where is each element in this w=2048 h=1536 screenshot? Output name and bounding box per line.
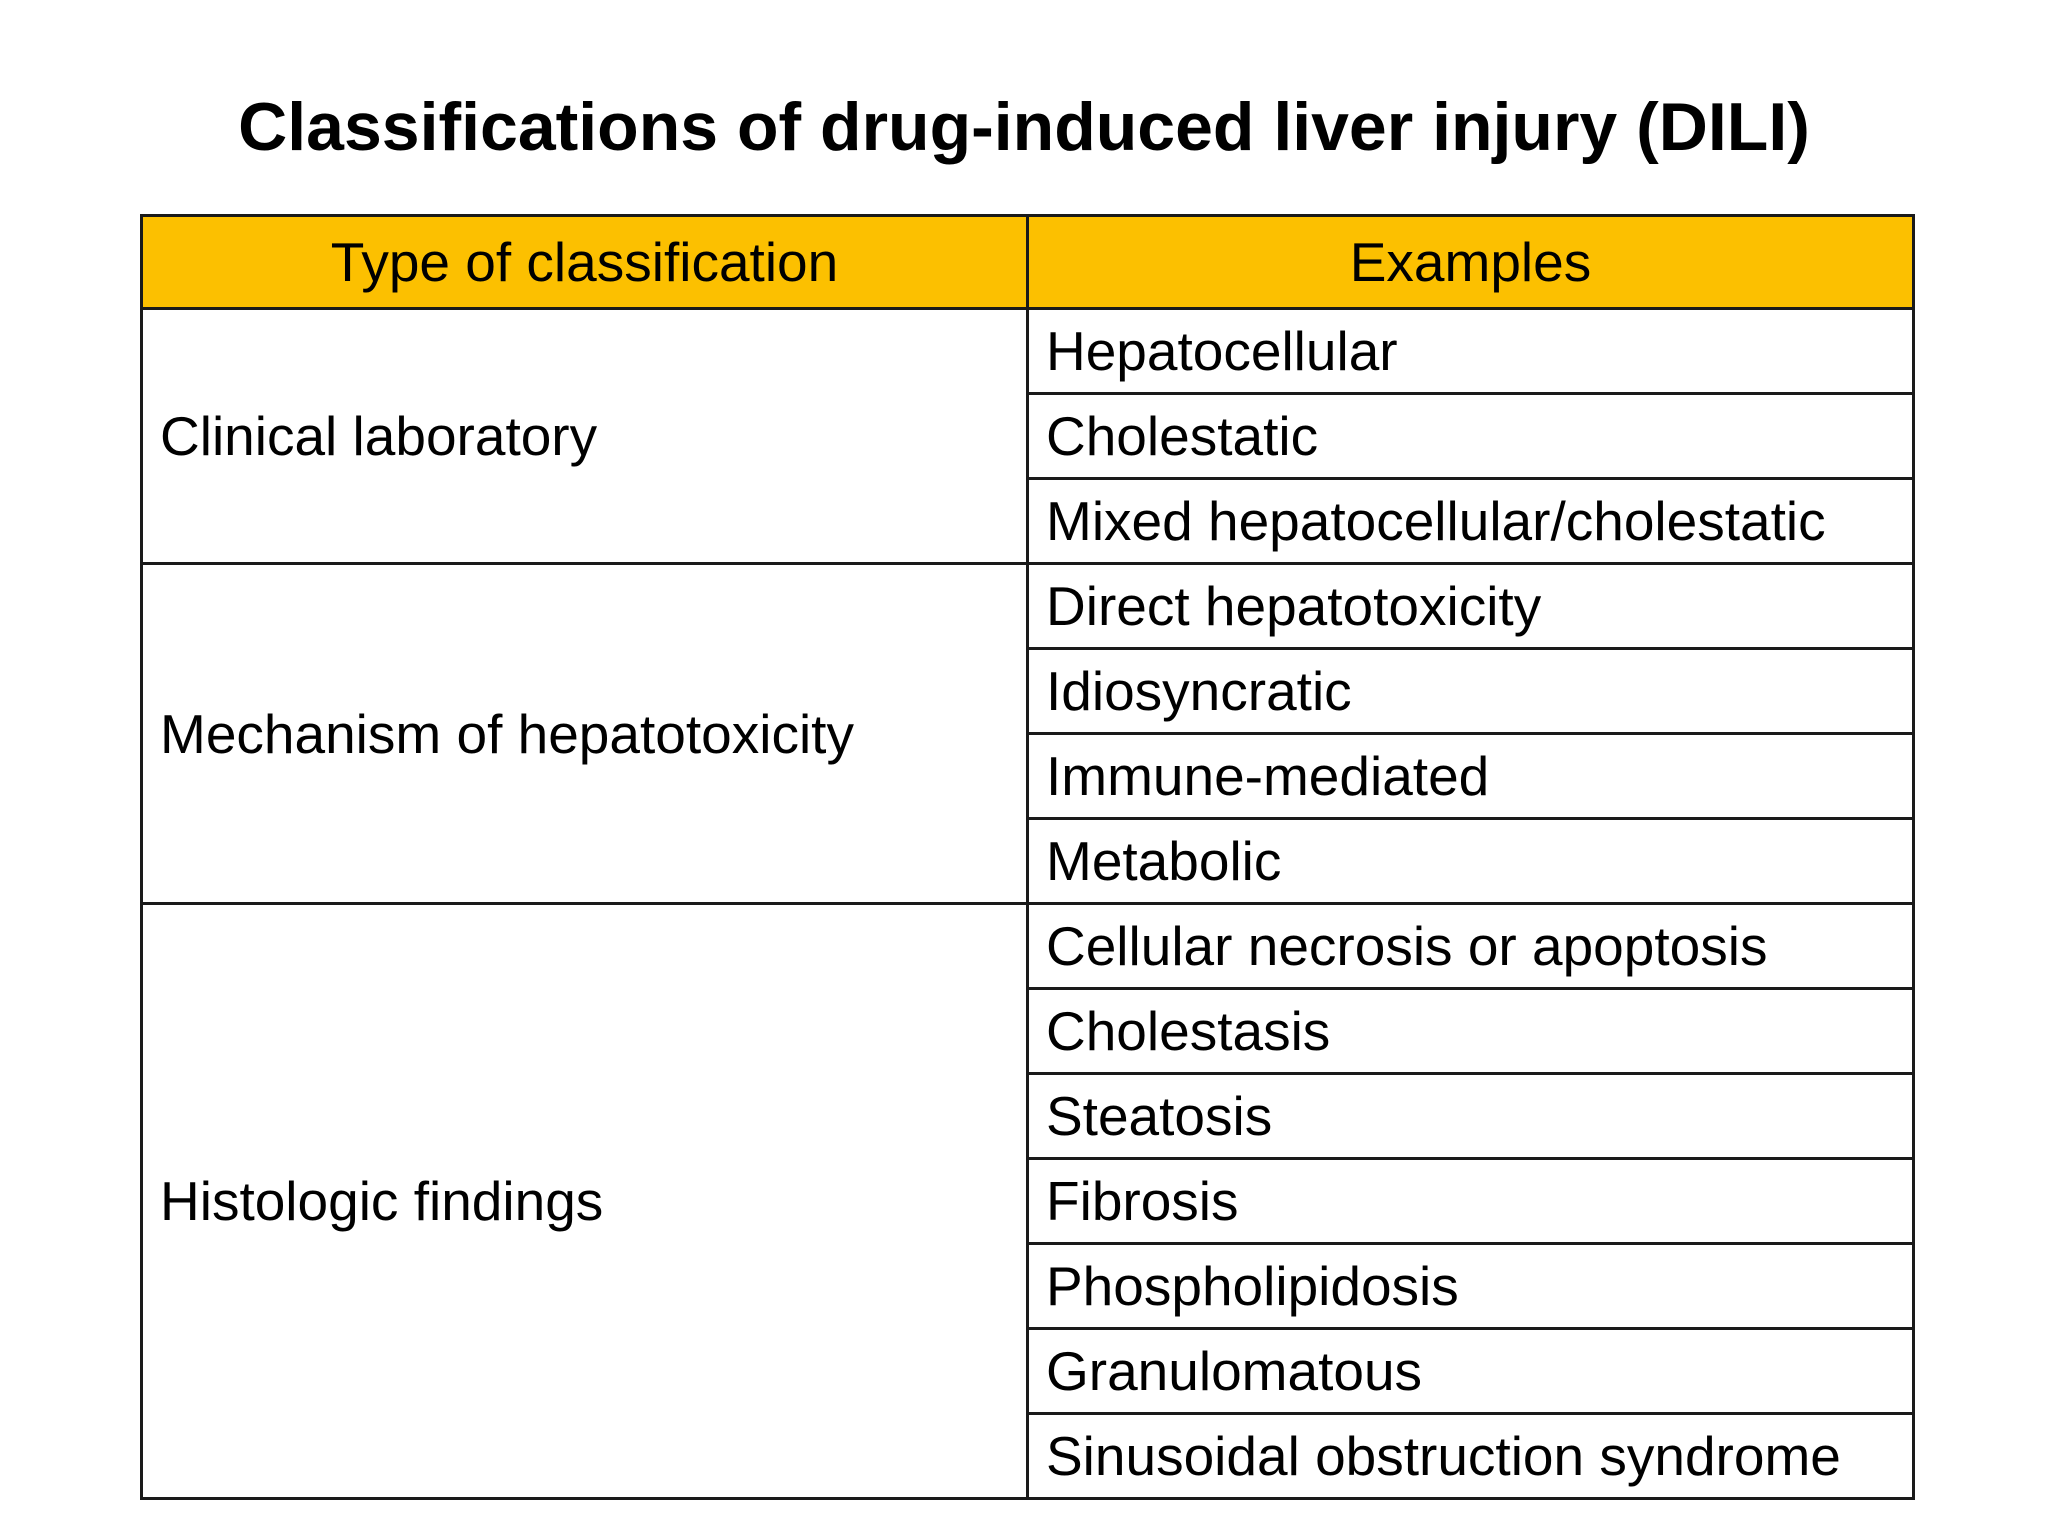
table-row [142,309,1914,394]
table-header-row [142,216,1914,309]
example-cell: Steatosis [1028,1074,1914,1159]
page-title: Classifications of drug-induced liver injury (DILI) [238,89,1810,165]
example-cell: Mixed hepatocellular/cholestatic [1028,479,1914,564]
example-cell: Idiosyncratic [1028,649,1914,734]
dili-classification-table [140,214,1915,1500]
example-cell: Hepatocellular [1028,309,1914,394]
example-cell: Cellular necrosis or apoptosis [1028,904,1914,989]
example-cell: Direct hepatotoxicity [1028,564,1914,649]
type-cell-mechanism-of-hepatotoxicity: Mechanism of hepatotoxicity [142,564,1028,904]
header-type-of-classification: Type of classification [142,216,1028,309]
example-cell: Cholestatic [1028,394,1914,479]
example-cell: Granulomatous [1028,1329,1914,1414]
table-row [142,564,1914,649]
example-cell: Fibrosis [1028,1159,1914,1244]
type-cell-histologic-findings: Histologic findings [142,904,1028,1499]
table-row [142,904,1914,989]
example-cell: Sinusoidal obstruction syndrome [1028,1414,1914,1499]
example-cell: Metabolic [1028,819,1914,904]
example-cell: Cholestasis [1028,989,1914,1074]
header-examples: Examples [1028,216,1914,309]
example-cell: Immune-mediated [1028,734,1914,819]
type-cell-clinical-laboratory: Clinical laboratory [142,309,1028,564]
example-cell: Phospholipidosis [1028,1244,1914,1329]
